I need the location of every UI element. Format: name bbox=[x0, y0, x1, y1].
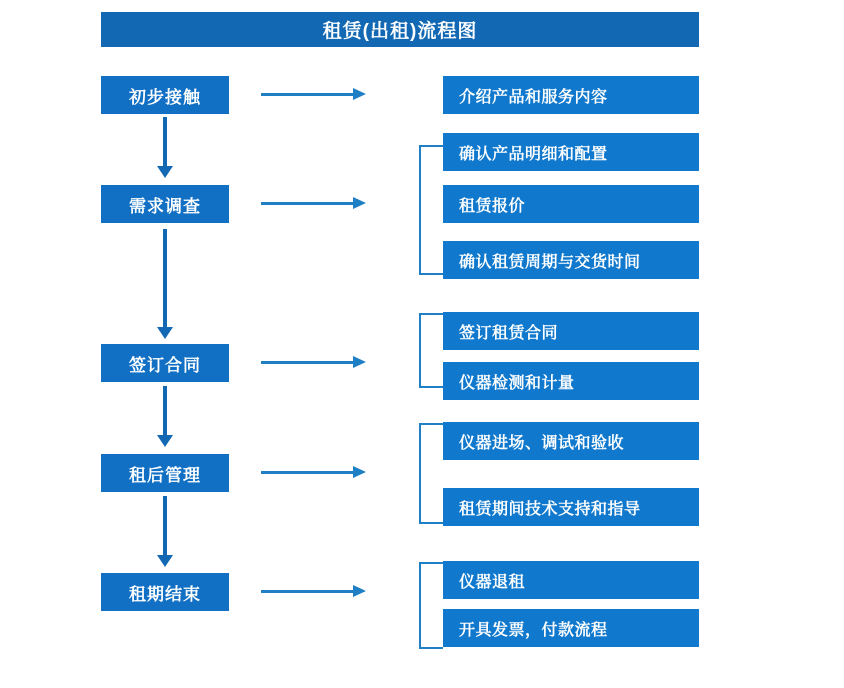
vertical-arrow-1 bbox=[163, 117, 167, 167]
bracket-group-2 bbox=[419, 145, 443, 275]
horizontal-arrow-2 bbox=[261, 202, 354, 205]
detail-box-开具发票付款流程[interactable]: 开具发票，付款流程 bbox=[443, 609, 699, 647]
stage-box-租期结束[interactable]: 租期结束 bbox=[101, 573, 229, 611]
detail-box-确认产品明细和配置[interactable]: 确认产品明细和配置 bbox=[443, 133, 699, 171]
vertical-arrow-4 bbox=[163, 496, 167, 556]
stage-box-初步接触[interactable]: 初步接触 bbox=[101, 76, 229, 114]
detail-box-仪器退租[interactable]: 仪器退租 bbox=[443, 561, 699, 599]
detail-box-确认租赁周期与交货时间[interactable]: 确认租赁周期与交货时间 bbox=[443, 241, 699, 279]
stage-box-需求调查[interactable]: 需求调查 bbox=[101, 185, 229, 223]
horizontal-arrow-4 bbox=[261, 471, 354, 474]
detail-box-介绍产品和服务内容[interactable]: 介绍产品和服务内容 bbox=[443, 76, 699, 114]
bracket-group-3 bbox=[419, 313, 443, 388]
diagram-title: 租赁(出租)流程图 bbox=[101, 12, 699, 47]
detail-box-仪器检测和计量[interactable]: 仪器检测和计量 bbox=[443, 362, 699, 400]
horizontal-arrow-5 bbox=[261, 590, 354, 593]
horizontal-arrow-1 bbox=[261, 93, 354, 96]
vertical-arrow-3 bbox=[163, 386, 167, 436]
stage-box-租后管理[interactable]: 租后管理 bbox=[101, 454, 229, 492]
detail-box-租赁报价[interactable]: 租赁报价 bbox=[443, 185, 699, 223]
vertical-arrow-2 bbox=[163, 229, 167, 328]
bracket-group-5 bbox=[419, 562, 443, 649]
bracket-group-4 bbox=[419, 423, 443, 524]
detail-box-仪器进场调试和验收[interactable]: 仪器进场、调试和验收 bbox=[443, 422, 699, 460]
detail-box-签订租赁合同[interactable]: 签订租赁合同 bbox=[443, 312, 699, 350]
detail-box-租赁期间技术支持和指导[interactable]: 租赁期间技术支持和指导 bbox=[443, 488, 699, 526]
stage-box-签订合同[interactable]: 签订合同 bbox=[101, 344, 229, 382]
horizontal-arrow-3 bbox=[261, 361, 354, 364]
